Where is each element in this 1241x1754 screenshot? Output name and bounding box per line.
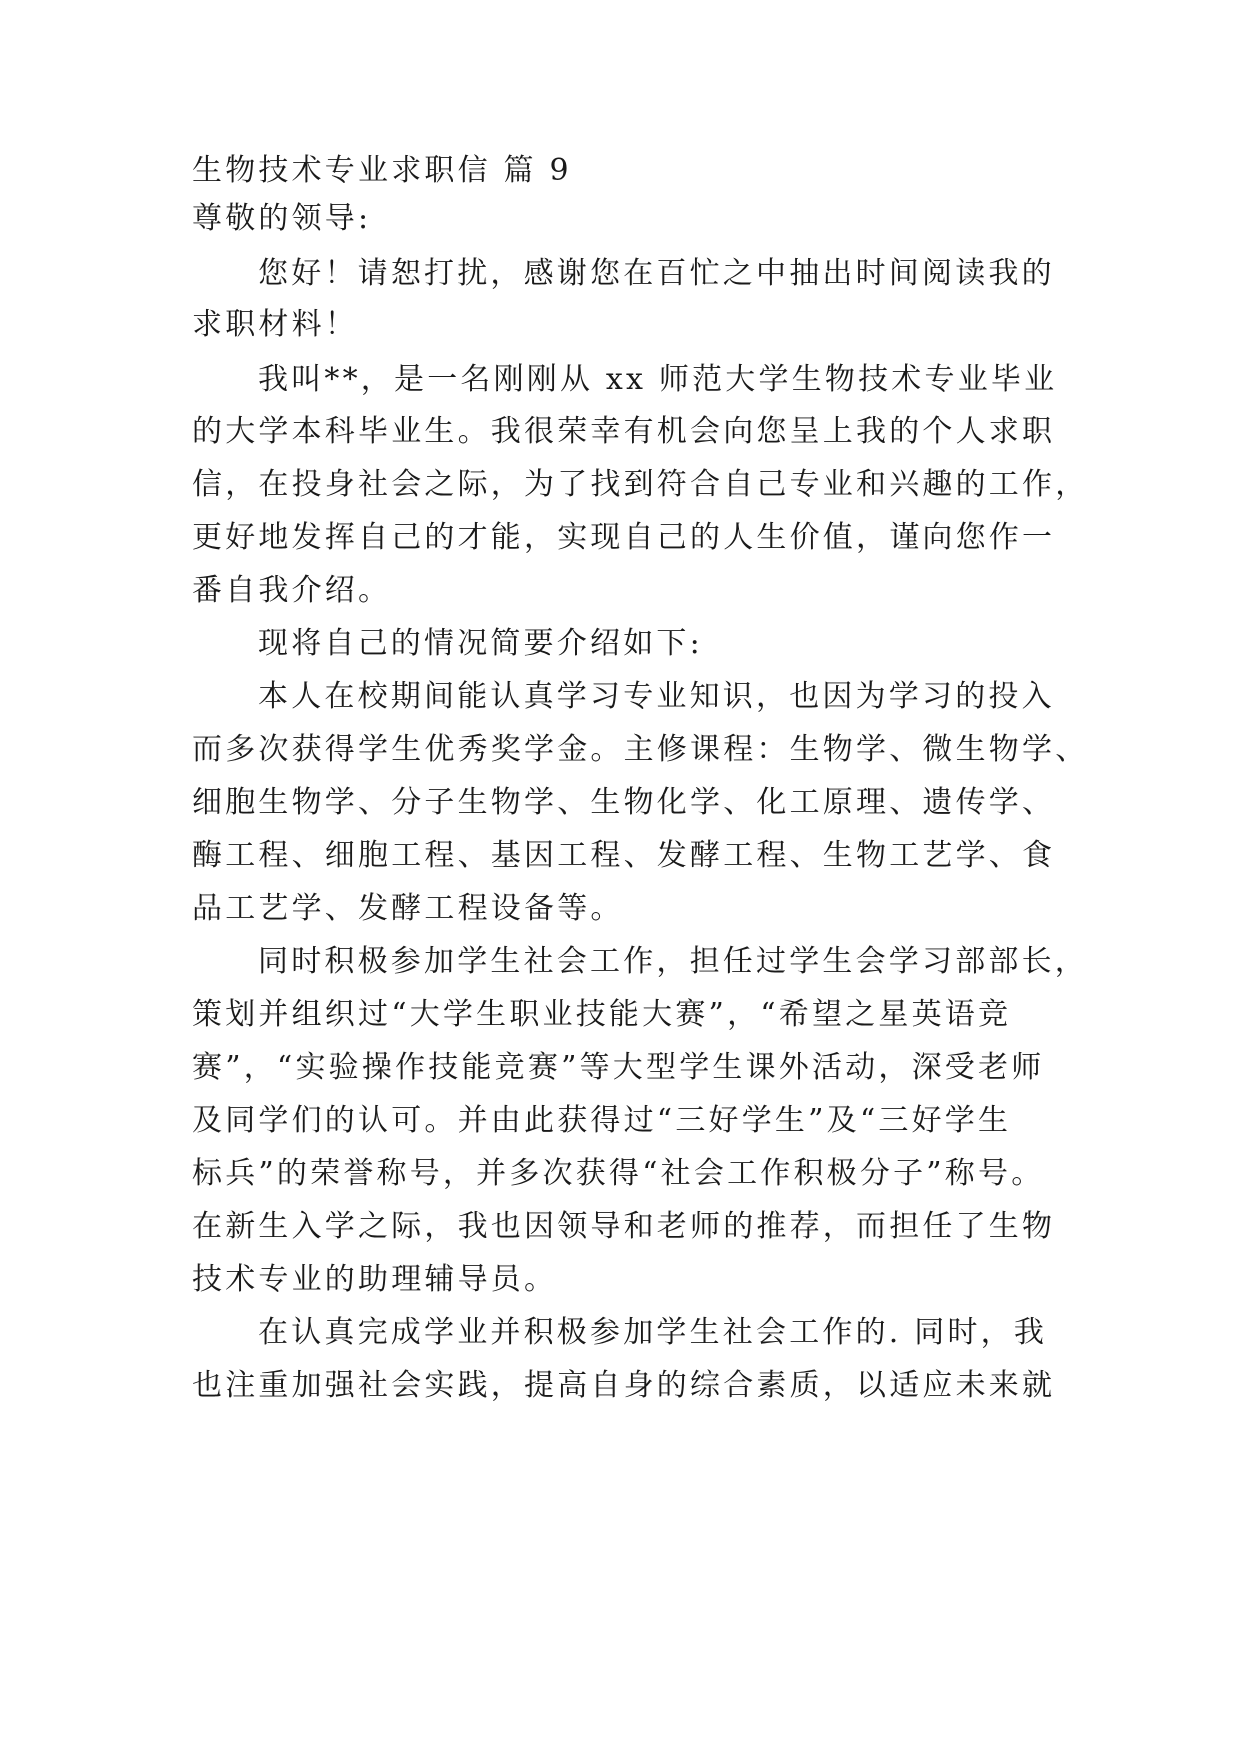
text-line: 现将自己的情况简要介绍如下: xyxy=(258,626,703,661)
salutation: 尊敬的领导: xyxy=(192,201,372,236)
document-title: 生物技术专业求职信 篇 9 xyxy=(192,153,572,188)
text-line: 赛”，“实验操作技能竞赛”等大型学生课外活动，深受老师 xyxy=(192,1050,1045,1085)
text-line: 在认真完成学业并积极参加学生社会工作的. 同时，我 xyxy=(258,1315,1048,1350)
text-line: 标兵”的荣誉称号，并多次获得“社会工作积极分子”称号。 xyxy=(192,1156,1045,1191)
text-line: 本人在校期间能认真学习专业知识，也因为学习的投入 xyxy=(258,679,1055,714)
text-line: 更好地发挥自己的才能，实现自己的人生价值，谨向您作一 xyxy=(192,520,1056,555)
text-line: 策划并组织过“大学生职业技能大赛”，“希望之星英语竞 xyxy=(192,997,1012,1032)
text-line: 的大学本科毕业生。我很荣幸有机会向您呈上我的个人求职 xyxy=(192,414,1056,449)
text-line: 而多次获得学生优秀奖学金。主修课程：生物学、微生物学、 xyxy=(192,732,1089,767)
text-line: 技术专业的助理辅导员。 xyxy=(192,1262,558,1297)
text-line: 您好！请恕打扰，感谢您在百忙之中抽出时间阅读我的 xyxy=(258,256,1055,291)
text-line: 信，在投身社会之际，为了找到符合自己专业和兴趣的工作， xyxy=(192,467,1089,502)
text-line: 细胞生物学、分子生物学、生物化学、化工原理、遗传学、 xyxy=(192,785,1056,820)
text-line: 也注重加强社会实践，提高自身的综合素质，以适应未来就 xyxy=(192,1368,1056,1403)
text-line: 我叫**，是一名刚刚从 xx 师范大学生物技术专业毕业 xyxy=(258,362,1058,397)
text-line: 品工艺学、发酵工程设备等。 xyxy=(192,891,624,926)
text-line: 在新生入学之际，我也因领导和老师的推荐，而担任了生物 xyxy=(192,1209,1056,1244)
text-line: 及同学们的认可。并由此获得过“三好学生”及“三好学生 xyxy=(192,1103,1012,1138)
text-line: 番自我介绍。 xyxy=(192,573,392,608)
text-line: 同时积极参加学生社会工作，担任过学生会学习部部长， xyxy=(258,944,1088,979)
text-line: 酶工程、细胞工程、基因工程、发酵工程、生物工艺学、食 xyxy=(192,838,1056,873)
text-line: 求职材料！ xyxy=(192,307,358,342)
